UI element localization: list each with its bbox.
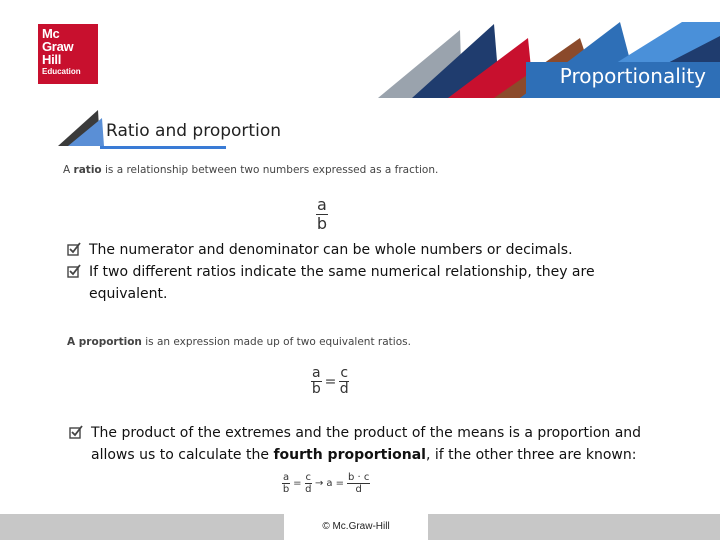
fraction-c-over-d: [339, 366, 349, 398]
fraction-a-over-b: [311, 366, 322, 398]
formula-lhs: a: [326, 478, 333, 489]
bullet-text-line-1: The product of the extremes and the product of the means is a proportion and: [91, 425, 642, 441]
logo-line-3: Hill: [42, 52, 62, 67]
fourth-proportional-formula: [282, 472, 370, 495]
bullet-text: The numerator and denominator can be whole numbers or decimals.: [89, 242, 573, 258]
bullet-text-line-2: equivalent.: [89, 286, 168, 302]
fraction-denominator: b: [311, 381, 321, 398]
bullet-text-line-1: If two different ratios indicate the same numerical relationship, they are: [89, 264, 595, 280]
bullet-item-equivalent: [89, 261, 595, 305]
ratio-definition: [63, 164, 438, 176]
proportion-definition: [67, 336, 411, 348]
bullet-text-line-2-pre: allows us to calculate the: [91, 447, 274, 463]
section-title-underline: [100, 146, 226, 149]
footer-copyright: © Mc.Graw-Hill: [284, 514, 428, 540]
equals-sign: =: [293, 478, 302, 489]
proportion-term: A proportion: [67, 336, 142, 348]
bullet-text-line-2-post: , if the other three are known:: [425, 447, 637, 463]
logo-line-2: Graw: [42, 39, 74, 54]
fraction-denominator: d: [305, 484, 312, 495]
logo-line-4: Education: [42, 67, 81, 76]
check-icon: [67, 242, 81, 256]
fraction-a-over-b: [316, 196, 328, 232]
ratio-definition-suffix: is a relationship between two numbers expressed as a fraction.: [101, 164, 439, 176]
fraction-denominator: d: [355, 484, 362, 495]
fraction-numerator: a: [317, 195, 327, 214]
arrow-icon: →: [315, 478, 324, 489]
section-triangle-icon: [58, 108, 108, 148]
ratio-term: ratio: [73, 164, 102, 176]
check-icon: [67, 264, 81, 278]
ratio-definition-prefix: A: [63, 164, 74, 176]
fraction-numerator: c: [305, 472, 312, 483]
bullet-item-fourth-proportional: [91, 422, 641, 466]
bullet-item-numerator: [89, 239, 573, 261]
fraction-denominator: b: [316, 213, 327, 233]
fourth-proportional-term: fourth proportional: [273, 447, 426, 463]
section-title: Ratio and proportion: [106, 121, 281, 141]
logo-line-1: Mc: [42, 26, 60, 41]
proportion-formula: [311, 366, 349, 398]
check-icon: [69, 425, 83, 439]
fraction-denominator: b: [282, 484, 290, 495]
equals-sign: =: [335, 478, 344, 489]
fraction-denominator: d: [339, 381, 349, 398]
fraction-numerator: b · c: [347, 472, 370, 483]
fraction-numerator: a: [312, 365, 321, 381]
equals-sign: =: [324, 373, 337, 390]
footer-bar: [0, 514, 720, 540]
ratio-formula: [316, 196, 328, 232]
fraction-numerator: a: [283, 472, 290, 483]
fraction-numerator: c: [340, 365, 349, 381]
proportion-definition-suffix: is an expression made up of two equivalent ratios.: [141, 336, 411, 348]
header-title: Proportionality: [559, 64, 706, 88]
fraction-bc-over-d: [347, 472, 370, 495]
fraction-c-over-d: [305, 472, 313, 495]
fraction-a-over-b: [282, 472, 290, 495]
